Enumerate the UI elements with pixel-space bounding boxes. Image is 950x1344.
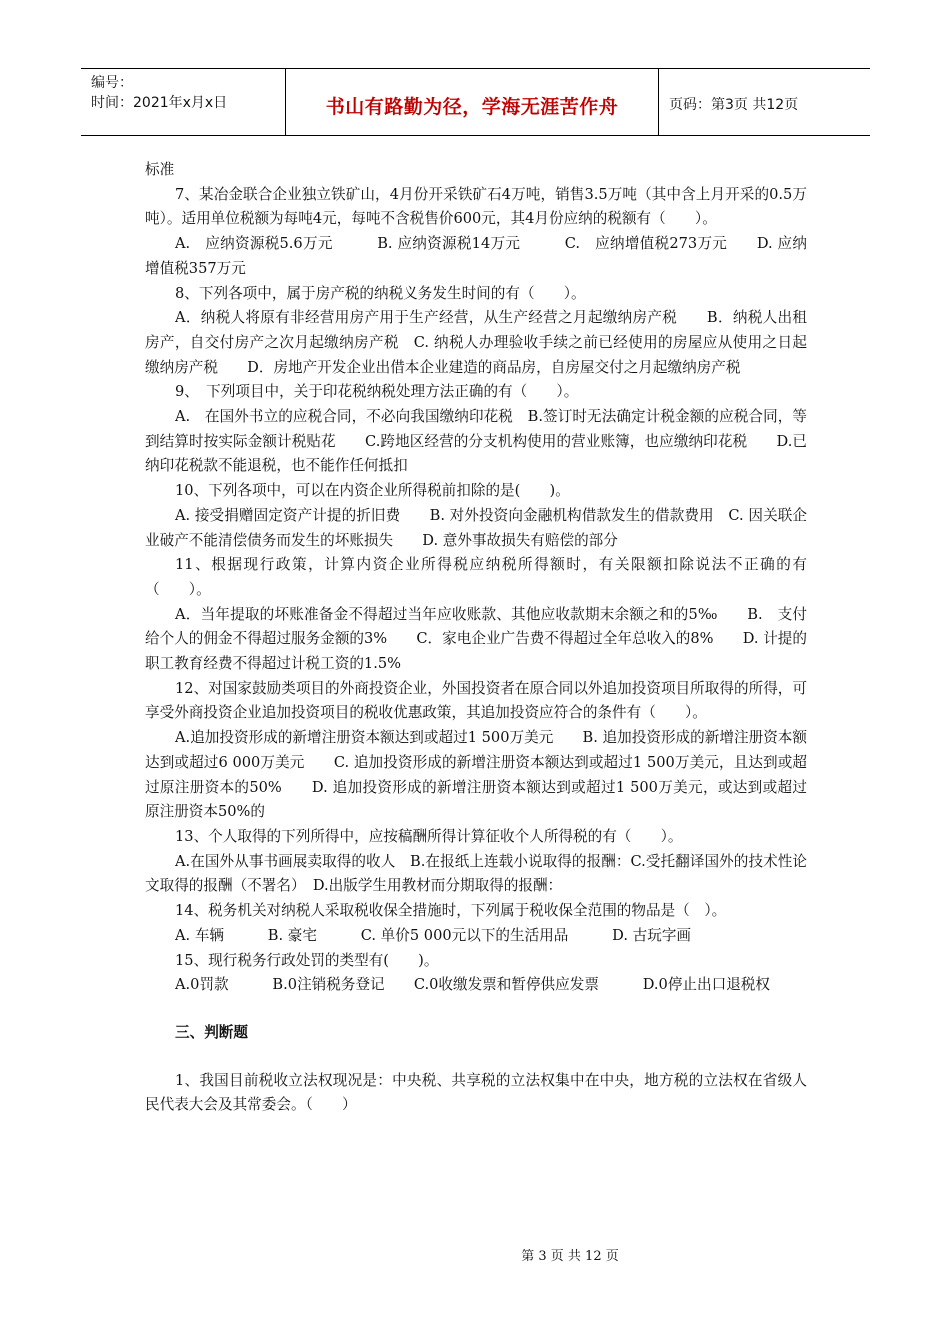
section-title: 三、判断题 — [175, 1023, 248, 1041]
header-middle — [285, 69, 659, 135]
options-15: A.0罚款 B.0注销税务登记 C.0收缴发票和暂停供应发票 D.0停止出口退税权 — [175, 976, 770, 994]
page-header — [81, 68, 870, 136]
time-label: 时间：2021年x月x日 — [91, 95, 228, 111]
question-11: 11、根据现行政策，计算内资企业所得税应纳税所得额时，有关限额扣除说法不正确的有（ ）。 — [145, 556, 807, 598]
page-footer: 第 3 页 共 12 页 — [521, 1249, 619, 1264]
options-8: A．纳税人将原有非经营用房产用于生产经营，从生产经营之月起缴纳房产税 B．纳税人出租房产，自交付房产之次月起缴纳房产税 C. 纳税人办理验收手续之前已经使用的房屋应从使用之日起缴纳房产税 D．房地产开发企业出借本企业建造的商品房，自房屋交付之月起缴纳房产税 — [145, 309, 807, 376]
options-14: A. 车辆 B. 豪宅 C. 单价5 000元以下的生活用品 D. 古玩字画 — [175, 926, 692, 944]
options-12: A.追加投资形成的新增注册资本额达到或超过1 500万美元 B. 追加投资形成的新增注册资本额达到或超过6 000万美元 C. 追加投资形成的新增注册资本额达到或超过1 500万美元，且达到或超过原注册资本的50% D. 追加投资形成的新增注册资本额达到或超过1 500万美元，或达到或超过原注册资本50%的 — [145, 729, 807, 821]
header-right — [659, 69, 870, 135]
options-10: A. 接受捐赠固定资产计提的折旧费 B. 对外投资向金融机构借款发生的借款费用 C. 因关联企业破产不能清偿债务而发生的坏账损失 D. 意外事故损失有赔偿的部分 — [145, 506, 807, 549]
options-13: A.在国外从事书画展卖取得的收人 B.在报纸上连载小说取得的报酬：C.受托翻译国外的技术性论文取得的报酬（不署名） D.出版学生用教材而分期取得的报酬： — [145, 852, 807, 895]
question-12: 12、对国家鼓励类项目的外商投资企业，外国投资者在原合同以外追加投资项目所取得的所得，可享受外商投资企业追加投资项目的税收优惠政策，其追加投资应符合的条件有（ ）。 — [145, 679, 807, 722]
question-14: 14、税务机关对纳税人采取税收保全措施时，下列属于税收保全范围的物品是（ ）。 — [175, 902, 727, 920]
serial-label: 编号： — [91, 75, 133, 91]
judge-question-1: 1、我国目前税收立法权现况是：中央税、共享税的立法权集中在中央，地方税的立法权在省级人民代表大会及其常委会。（ ） — [145, 1071, 807, 1114]
page-label: 页码：第3页 共12页 — [669, 97, 799, 113]
header-left — [81, 69, 285, 135]
question-13: 13、个人取得的下列所得中，应按稿酬所得计算征收个人所得税的有（ ）。 — [175, 827, 683, 845]
options-11: A．当年提取的坏账准备金不得超过当年应收账款、其他应收款期末余额之和的5‰ B. 支付给个人的佣金不得超过服务金额的3% C．家电企业广告费不得超过全年总收入的8% D. 计提的职工教育经费不得超过计税工资的1.5% — [145, 605, 807, 673]
question-7: 7、某冶金联合企业独立铁矿山，4月份开采铁矿石4万吨，销售3.5万吨（其中含上月开采的0.5万吨）。适用单位税额为每吨4元，每吨不含税售价600元，其4月份应纳的税额有（ ）。 — [145, 185, 807, 228]
options-7: A. 应纳资源税5.6万元 B. 应纳资源税14万元 C. 应纳增值税273万元 D. 应纳增值税357万元 — [145, 235, 807, 277]
document-body — [145, 158, 807, 1118]
options-9: A. 在国外书立的应税合同，不必向我国缴纳印花税 B.签订时无法确定计税金额的应税合同，等到结算时按实际金额计税贴花 C.跨地区经营的分支机构使用的营业账簿，也应缴纳印花税 D.已纳印花税款不能退税，也不能作任何抵扣 — [145, 408, 807, 475]
question-15: 15、现行税务行政处罚的类型有( )。 — [175, 951, 439, 969]
motto: 书山有路勤为径，学海无涯苦作舟 — [325, 95, 619, 118]
question-8: 8、下列各项中，属于房产税的纳税义务发生时间的有（ ）。 — [175, 284, 586, 302]
question-9: 9、 下列项目中，关于印花税纳税处理方法正确的有（ ）。 — [175, 383, 579, 401]
paragraph-standard: 标准 — [145, 161, 175, 178]
question-10: 10、下列各项中，可以在内资企业所得税前扣除的是( )。 — [175, 482, 570, 500]
